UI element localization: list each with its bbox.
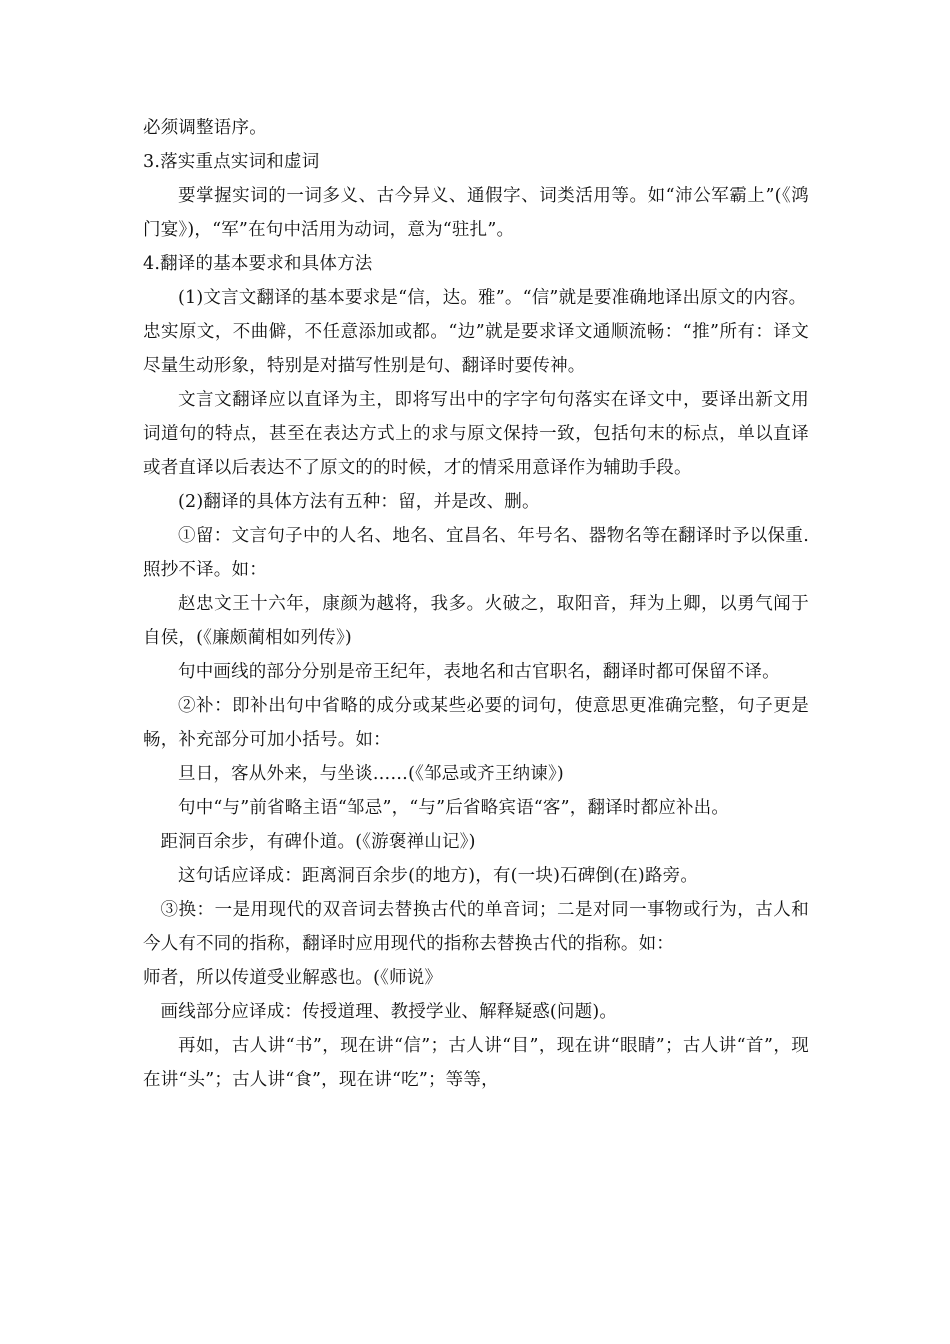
paragraph: 必须调整语序。 xyxy=(143,118,267,138)
paragraph: 句中画线的部分分别是帝王纪年，表地名和古官职名，翻译时都可保留不译。 xyxy=(178,662,780,682)
quote-paragraph: 距洞百余步，有碑仆道。(《游褒禅山记》) xyxy=(160,832,476,852)
paragraph: 要掌握实词的一词多义、古今异义、通假字、词类活用等。如“沛公军霸上”(《鸿门宴》)，“军”在句中活用为动词，意为“驻扎”。 xyxy=(143,186,809,240)
section-heading: 4.翻译的基本要求和具体方法 xyxy=(143,254,373,274)
quote-paragraph: 赵忠文王十六年，康颜为越将，我多。火破之，取阳音，拜为上卿，以勇气闻于自侯，(《廉颇蔺相如列传》) xyxy=(143,594,809,648)
paragraph: 文言文翻译应以直译为主，即将写出中的字字句句落实在译文中，要译出新文用词道句的特点，甚至在表达方式上的求与原文保持一致，包括句末的标点，单以直译或者直译以后表达不了原文的的时候，才的情采用意译作为辅助手段。 xyxy=(143,390,809,478)
paragraph: ③换：一是用现代的双音词去替换古代的单音词；二是对同一事物或行为，古人和今人有不同的指称，翻译时应用现代的指称去替换古代的指称。如： xyxy=(143,900,809,954)
section-heading: 3.落实重点实词和虚词 xyxy=(143,152,320,172)
paragraph: 这句话应译成：距离洞百余步(的地方)，有(一块)石碑倒(在)路旁。 xyxy=(178,866,699,886)
quote-paragraph: 旦日，客从外来，与坐谈……(《邹忌或齐王纳谏》) xyxy=(178,764,564,784)
paragraph: ②补：即补出句中省略的成分或某些必要的词句，使意思更准确完整，句子更是畅，补充部分可加小括号。如： xyxy=(143,696,809,750)
document-body xyxy=(143,111,809,1097)
paragraph: 句中“与”前省略主语“邹忌”，“与”后省略宾语“客”，翻译时都应补出。 xyxy=(178,798,730,818)
paragraph: ①留：文言句子中的人名、地名、宜昌名、年号名、器物名等在翻译时予以保重.照抄不译。如： xyxy=(143,526,809,580)
paragraph: (2)翻译的具体方法有五种：留，并是改、删。 xyxy=(178,492,540,512)
paragraph: 画线部分应译成：传授道理、教授学业、解释疑惑(问题)。 xyxy=(160,1002,618,1022)
paragraph: 再如，古人讲“书”，现在讲“信”；古人讲“目”，现在讲“眼睛”；古人讲“首”，现在讲“头”；古人讲“食”，现在讲“吃”；等等， xyxy=(143,1036,809,1090)
paragraph: (1)文言文翻译的基本要求是“信，达。雅”。“信”就是要准确地译出原文的内容。 xyxy=(178,288,807,308)
paragraph: 忠实原文，不曲僻，不任意添加或都。“边”就是要求译文通顺流畅：“推”所有：译文尽量生动形象，特别是对描写性别是句、翻译时要传神。 xyxy=(143,322,809,376)
quote-paragraph: 师者，所以传道受业解惑也。(《师说》 xyxy=(143,968,443,988)
